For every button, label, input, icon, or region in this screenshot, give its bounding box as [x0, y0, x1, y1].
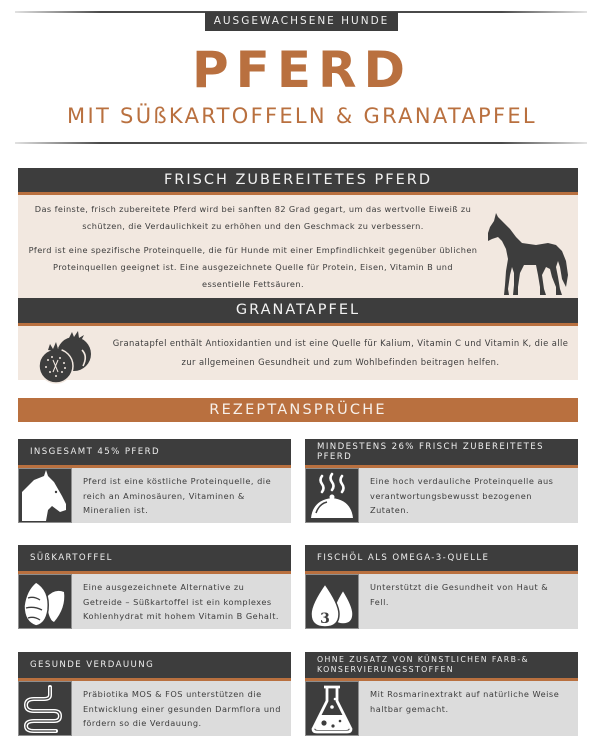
claim-body — [18, 468, 291, 523]
product-subtitle: MIT SÜßKARTOFFELN & GRANATAPFEL — [67, 104, 537, 128]
product-title: PFERD — [192, 41, 412, 99]
claim-card-sweet-potato — [18, 545, 291, 629]
fresh-horse-section — [18, 195, 578, 299]
claim-card-total-horse — [18, 439, 291, 523]
fresh-horse-heading: FRISCH ZUBEREITETES PFERD — [18, 168, 578, 195]
claim-body — [305, 574, 578, 629]
pomegranate-section — [18, 326, 578, 380]
fresh-horse-paragraph-2: Pferd ist eine spezifische Proteinquelle, die für Hunde mit einer Empfindlichkeit gegenüber üblichen Proteinquellen geeignet ist. Eine ausgezeichnete Quelle für Protein, Eisen, Vitamin B und essentielle Fettsäuren. — [28, 245, 478, 289]
sweet-potato-icon — [18, 574, 72, 629]
bottom-divider — [15, 142, 587, 144]
claim-title: SÜßKARTOFFEL — [18, 545, 291, 574]
claim-card-no-additives — [305, 652, 578, 736]
claim-text: Eine hoch verdauliche Proteinquelle aus verantwortungsbewusst bezogenen Zutaten. — [370, 476, 554, 515]
claim-card-fresh-horse — [305, 439, 578, 523]
oil-drops-icon — [305, 574, 359, 629]
recipe-claims-heading: REZEPTANSPRÜCHE — [18, 398, 578, 422]
claim-title: MINDESTENS 26% FRISCH ZUBEREITETES PFERD — [305, 439, 578, 468]
claim-text: Präbiotika MOS & FOS unterstützen die Entwicklung einer gesunden Darmflora und fördern so die Verdauung. — [83, 689, 281, 728]
flask-icon — [305, 681, 359, 736]
claim-text: Eine ausgezeichnete Alternative zu Getreide – Süßkartoffel ist ein komplexes Kohlenhydrat mit hohem Vitamin B Gehalt. — [83, 582, 280, 621]
claim-body — [305, 681, 578, 736]
claim-body — [18, 574, 291, 629]
claim-text: Mit Rosmarinextrakt auf natürliche Weise haltbar gemacht. — [370, 689, 560, 714]
claim-body — [18, 681, 291, 736]
claim-card-digestion — [18, 652, 291, 736]
pomegranate-icon — [36, 330, 96, 384]
claim-text: Pferd ist eine köstliche Proteinquelle, die reich an Aminosäuren, Vitaminen & Mineralien ist. — [83, 476, 272, 515]
claim-title: FISCHÖL ALS OMEGA-3-QUELLE — [305, 545, 578, 574]
claim-title: INSGESAMT 45% PFERD — [18, 439, 291, 468]
cloche-steam-icon — [305, 468, 359, 523]
fresh-horse-text — [28, 201, 478, 293]
claim-body — [305, 468, 578, 523]
claim-text: Unterstützt die Gesundheit von Haut & Fell. — [370, 582, 549, 607]
claim-title: GESUNDE VERDAUUNG — [18, 652, 291, 681]
svg-text:3: 3 — [320, 611, 330, 627]
pomegranate-text: Granatapfel enthält Antioxidantien und ist eine Quelle für Kalium, Vitamin C und Vitamin K, die alle zur allgemeinen Gesundheit und zum Wohlbefinden beitragen helfen. — [112, 338, 569, 367]
audience-tag: AUSGEWACHSENE HUNDE — [205, 12, 398, 31]
intestine-icon — [18, 681, 72, 736]
horse-head-icon — [18, 468, 72, 523]
claim-title: OHNE ZUSATZ VON KÜNSTLICHEN FARB-& KONSERVIERUNGSSTOFFEN — [305, 652, 578, 681]
pomegranate-heading: GRANATAPFEL — [18, 298, 578, 326]
claim-card-fish-oil — [305, 545, 578, 629]
horse-silhouette-icon — [480, 203, 572, 299]
fresh-horse-paragraph-1: Das feinste, frisch zubereitete Pferd wird bei sanften 82 Grad gegart, um das wertvolle Eiweiß zu schützen, die Verdaulichkeit zu erhöhen und den Geschmack zu verbessern. — [34, 204, 472, 231]
